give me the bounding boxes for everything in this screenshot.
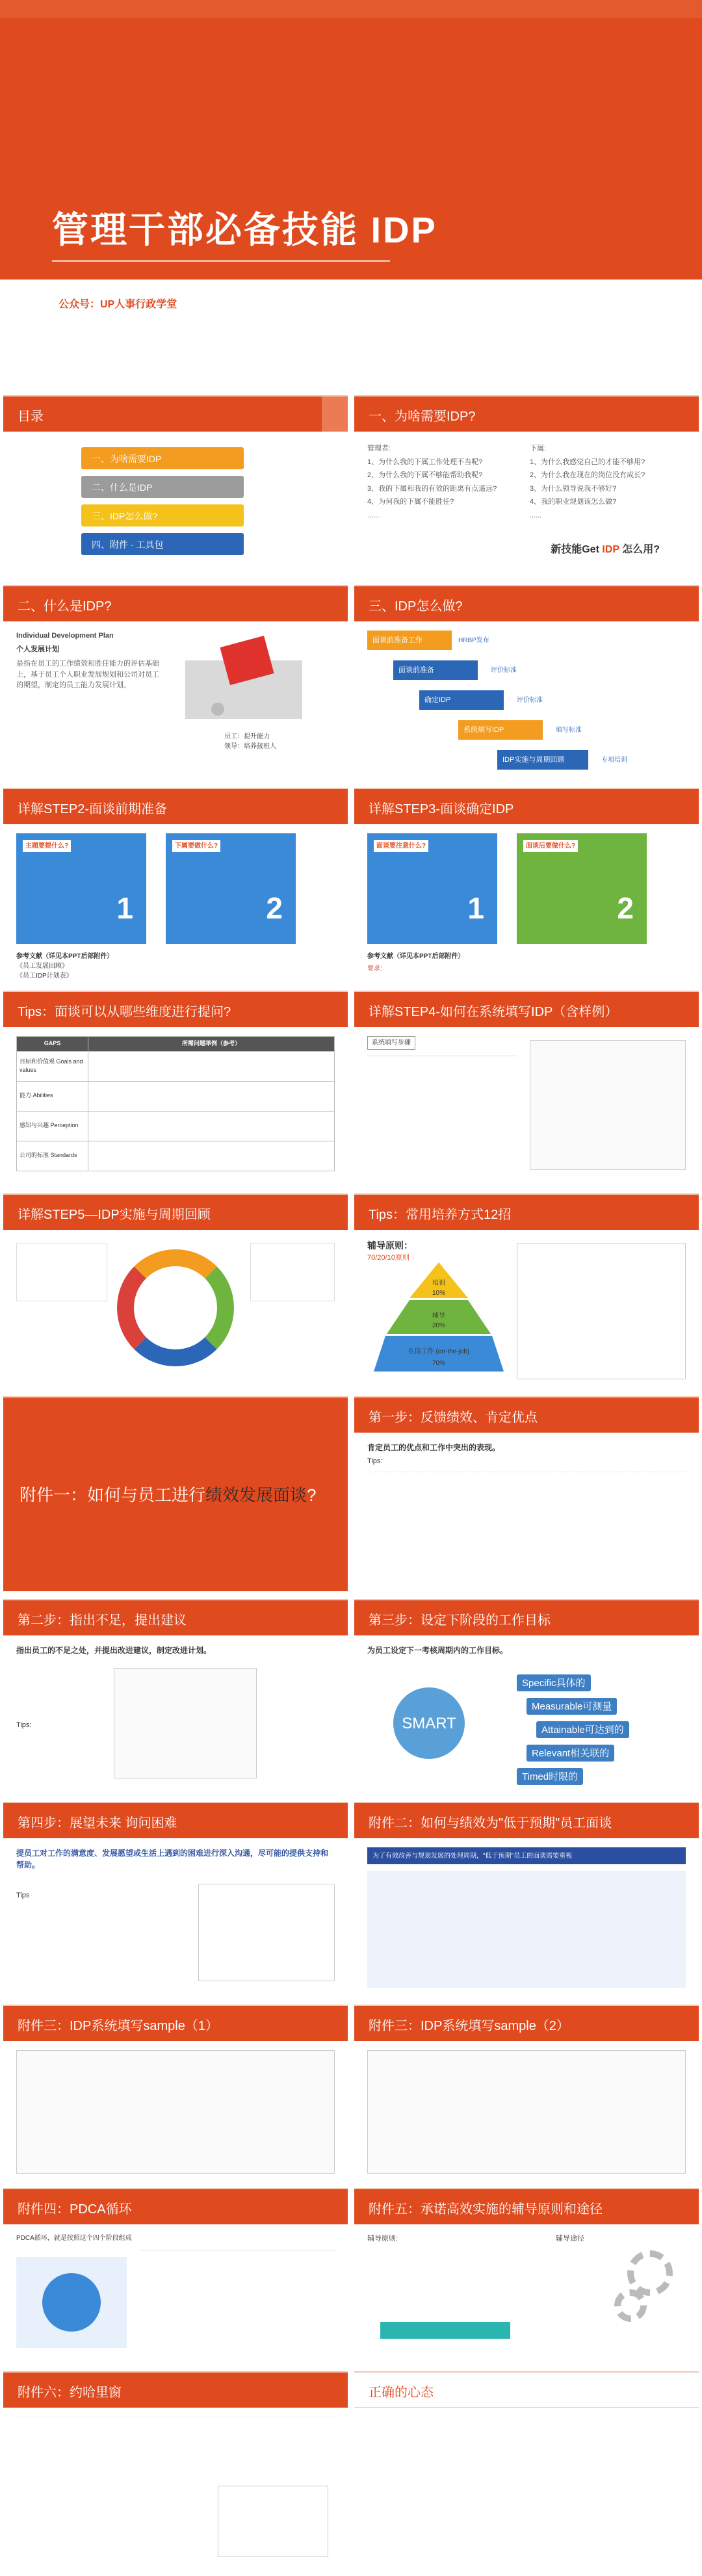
slide-title-text: 第二步：指出不足，提出建议 (18, 1613, 187, 1628)
head-tail (322, 397, 348, 432)
slide-title (354, 397, 699, 432)
methods-table (517, 1243, 686, 1379)
slide-why (354, 395, 699, 577)
step4-body (354, 1027, 699, 1059)
list-item: 1、为什么我感觉自己的才能不够用? (530, 458, 645, 466)
step4-text-block (367, 1056, 517, 1173)
slide-title (3, 397, 348, 432)
pdca-wheel (42, 2273, 101, 2332)
smart-circle: SMART (393, 1687, 465, 1759)
slide-title (354, 992, 699, 1027)
notes-title: 要求: (367, 965, 382, 972)
toc-list (3, 432, 348, 564)
cover-slide (0, 0, 702, 390)
slide-title (354, 1803, 699, 1838)
box-title: 面谈要注意什么? (374, 840, 428, 852)
smart-tag: Timed时限的 (517, 1768, 583, 1785)
smart-tag: Measurable可测量 (526, 1698, 617, 1715)
ref-title: 参考文献（详见本PPT后部附件） (16, 953, 114, 960)
slide-title (3, 2189, 348, 2224)
table-row (17, 1051, 335, 1081)
step-label: 面谈前准备 (398, 666, 434, 674)
slide-title (3, 2373, 348, 2408)
future-body (3, 1838, 348, 1910)
table-cell (88, 1051, 335, 1081)
slide-title-text: 附件三：IDP系统填写sample（2） (369, 2019, 569, 2033)
slide-title-text: 附件四：PDCA循环 (18, 2202, 132, 2217)
table-cell: 目标和价值观 Goals and values (17, 1051, 88, 1081)
layer-label: 在岗工作 (on-the-job) (408, 1348, 470, 1355)
step-5 (497, 750, 588, 770)
logo-post: 怎么用? (622, 544, 660, 555)
cover-divider (52, 260, 390, 262)
step-note: 填写标准 (556, 727, 582, 734)
principle-bar (380, 2322, 510, 2339)
slide-title (3, 992, 348, 1027)
slide-title (3, 1600, 348, 1635)
table-header (17, 1037, 335, 1052)
slide-appx5 (354, 2188, 699, 2363)
step-4 (458, 720, 543, 740)
note-box-right (250, 1243, 335, 1301)
board-illustration (114, 1668, 257, 1778)
slide-title-text: 详解STEP3-面谈确定IDP (369, 802, 514, 816)
lead-text: 提员工对工作的满意度、发展愿望或生活上遇到的困难进行深入沟通，尽可能的提供支持和帮助。 (16, 1849, 329, 1869)
smart-tag: Attainable可达到的 (536, 1721, 629, 1738)
sample-form (16, 2050, 335, 2174)
cover-stripe (0, 0, 702, 18)
slide-title-text: 三、IDP怎么做? (369, 599, 463, 614)
advice-body (3, 1635, 348, 1729)
appendix-1-title (20, 1482, 317, 1506)
column-header: 所需问题举例（参考） (88, 1037, 335, 1052)
slide-title-text: 目录 (18, 410, 44, 424)
list-item: ...... (530, 511, 542, 519)
why-body (354, 432, 699, 555)
table-cell (88, 1081, 335, 1111)
idp-description: 是指在员工的工作绩效和胜任能力的评估基础上，基于员工个人职业发展规划和公司对员工的期望，制定的员工能力发展计划。 (16, 660, 159, 689)
slide-appx3b (354, 2005, 699, 2180)
appx6-body (3, 2408, 348, 2426)
slide-title (354, 1600, 699, 1635)
step2-body (3, 824, 348, 980)
list-item: 1、为什么我的下属工作处理不当呢? (367, 458, 483, 466)
slide-mindset (354, 2371, 699, 2573)
slide-appx3a (3, 2005, 348, 2180)
table-cell: 感知与兴趣 Perception (17, 1111, 88, 1141)
pyramid-chart (374, 1262, 504, 1373)
ref-item: 《员工IDP计划表》 (16, 972, 73, 980)
subordinate-questions (530, 441, 686, 523)
slide-appx1 (3, 1396, 348, 1591)
slide-title (354, 1398, 699, 1433)
gear-icon (627, 2250, 673, 2296)
box-number: 1 (467, 891, 484, 925)
table-row (17, 1081, 335, 1111)
smart-tag: Specific具体的 (517, 1674, 591, 1691)
slide-title (354, 2006, 699, 2041)
slide-tips2 (354, 1193, 699, 1388)
list-item: 4、我的职业规划该怎么做? (530, 498, 617, 506)
idp-chinese: 个人发展计划 (16, 645, 59, 653)
mindset-text (367, 2417, 686, 2566)
lead-text: 指出员工的不足之处，并提出改进建议，制定改进计划。 (16, 1646, 212, 1655)
principle-label: 辅导原则: (367, 2235, 398, 2243)
figure-head (211, 703, 224, 716)
list-item: 2、为什么我的下属不够能帮助我呢? (367, 471, 483, 479)
box-number: 2 (617, 891, 634, 925)
slide-title-text: 第三步：设定下阶段的工作目标 (369, 1613, 551, 1628)
slide-step4 (354, 991, 699, 1186)
layer-pct: 10% (432, 1290, 446, 1297)
box-1 (16, 833, 146, 944)
how-body (354, 621, 699, 764)
layer-label: 辅导 (432, 1312, 445, 1320)
toc-item-4[interactable]: 四、附件 · 工具包 (81, 533, 244, 555)
step-label: 系统填写IDP (463, 726, 504, 734)
slide-title (3, 789, 348, 824)
list-item: 3、我的下属和我的有效的距离有点遥远? (367, 484, 497, 493)
toc-item-2[interactable]: 二、什么是IDP (81, 476, 244, 498)
slide-title-text: 第四步：展望未来 询问困难 (18, 1816, 177, 1830)
slide-title-text: 附件六：约哈里窗 (18, 2386, 122, 2400)
tips2-body (354, 1230, 699, 1367)
table-row (17, 1141, 335, 1171)
table-cell: 能力 Abilities (17, 1081, 88, 1111)
step-label: IDP实施与周期回顾 (502, 756, 565, 764)
tips1-body (3, 1027, 348, 1159)
ref-title: 参考文献（详见本PPT后部附件） (367, 953, 465, 960)
step-note: 评价标准 (491, 667, 517, 674)
slide-title-text: 详解STEP5—IDP实施与周期回顾 (18, 1208, 211, 1222)
step-1 (367, 631, 452, 650)
box-1 (367, 833, 497, 944)
step3-body (354, 824, 699, 972)
tips-label: Tips (16, 1892, 30, 1899)
pdca-diagram (16, 2257, 127, 2348)
sample-form (367, 2050, 686, 2174)
slide-step3 (354, 788, 699, 983)
principle-label: 辅导原则： (367, 1240, 413, 1251)
step-2 (393, 660, 478, 680)
slide-how (354, 585, 699, 780)
box-title: 主题要提什么? (23, 840, 71, 852)
layer-pct: 20% (432, 1322, 446, 1329)
slide-title-text: 附件三：IDP系统填写sample（1） (18, 2019, 218, 2033)
appx2-body (354, 1838, 699, 1860)
step4-subtitle: 系统填写步骤 (367, 1036, 415, 1050)
toc-item-1[interactable]: 一、为啥需要IDP (81, 447, 244, 469)
caption: 员工：提升能力 (224, 733, 270, 740)
what-captions (224, 732, 276, 751)
appx3a-body (3, 2041, 348, 2059)
slide-appx2 (354, 1802, 699, 1997)
slide-what (3, 585, 348, 780)
slide-title (354, 2189, 699, 2224)
step2-refs (16, 952, 113, 981)
logo-pre: 新技能Get (551, 544, 599, 555)
what-body (3, 621, 348, 750)
cycle-diagram (117, 1249, 234, 1366)
appx3b-body (354, 2041, 699, 2059)
slide-appx6 (3, 2371, 348, 2573)
slide-appx4 (3, 2188, 348, 2363)
table-cell (88, 1141, 335, 1171)
box-number: 2 (266, 891, 283, 925)
box-title: 下属要做什么? (172, 840, 220, 852)
system-screenshot (530, 1040, 686, 1170)
slide-title-text: Tips：常用培养方式12招 (369, 1208, 512, 1222)
feedback-notes (367, 1472, 686, 1582)
appx2-content (367, 1871, 686, 1988)
johari-window (218, 2486, 328, 2557)
slide-future (3, 1802, 348, 1997)
box-number: 1 (116, 891, 133, 925)
slide-title-text: Tips：面谈可以从哪些维度进行提问? (18, 1005, 231, 1019)
title-part: 附件一：如何与员工进行 (20, 1485, 206, 1505)
pdca-text (140, 2250, 335, 2361)
note-box-left (16, 1243, 107, 1301)
slide-title (3, 1803, 348, 1838)
appx4-body (3, 2224, 348, 2252)
puzzle-illustration (172, 628, 315, 725)
cover-banner (0, 0, 702, 280)
slide-advice (3, 1599, 348, 1794)
slide-title-text: 一、为啥需要IDP? (369, 410, 476, 424)
slide-title-text: 第一步：反馈绩效、肯定优点 (369, 1411, 538, 1425)
table-cell (88, 1111, 335, 1141)
slide-title-text: 附件五：承诺高效实施的辅导原则和途径 (369, 2202, 603, 2217)
lead-text: 为员工设定下一考核周期内的工作目标。 (367, 1646, 508, 1655)
title-part: ? (307, 1485, 317, 1505)
slide-title (354, 1195, 699, 1230)
box-title: 面谈后要做什么? (523, 840, 578, 852)
slide-title-text: 详解STEP2-面谈前期准备 (18, 802, 168, 816)
path-label: 辅导途径 (556, 2235, 584, 2243)
box-2 (166, 833, 296, 944)
subordinate-label: 下属: (530, 445, 547, 452)
step-note: HRBP发布 (458, 637, 489, 644)
caption: 领导：培养接班人 (224, 743, 276, 750)
mindset-body (354, 2408, 699, 2426)
gaps-table (16, 1036, 335, 1171)
cover-title: 管理干部必备技能 IDP (52, 209, 437, 250)
performance-grid (198, 1884, 335, 1981)
step3-refs (367, 952, 464, 974)
lead-text: PDCA循环，就是按照这个四个阶段组成 (16, 2235, 132, 2242)
feedback-body (354, 1433, 699, 1476)
lead-text: 肯定员工的优点和工作中突出的表现。 (367, 1443, 500, 1452)
manager-label: 管理者: (367, 445, 391, 452)
list-item: 4、为何我的下属不能胜任? (367, 498, 454, 506)
appx5-body (354, 2224, 699, 2254)
toc-item-3[interactable]: 三、IDP怎么做? (81, 504, 244, 527)
slide-title (3, 1195, 348, 1230)
idp-english: Individual Development Plan (16, 632, 114, 640)
list-item: ...... (367, 511, 380, 519)
box-2 (517, 833, 647, 944)
slide-title (354, 789, 699, 824)
title-highlight: 绩效发展面谈 (205, 1485, 307, 1505)
step-3 (419, 690, 504, 710)
slide-tips1 (3, 991, 348, 1186)
tips-label: Tips: (367, 1457, 383, 1465)
table-row (17, 1111, 335, 1141)
slide-step2 (3, 788, 348, 983)
step-label: 确定IDP (424, 696, 451, 704)
layer-label: 培训 (432, 1280, 445, 1287)
smart-tag: Relevant相关联的 (526, 1745, 614, 1762)
slide-goal (354, 1599, 699, 1794)
table-cell: 公司的标准 Standards (17, 1141, 88, 1171)
manager-questions (367, 441, 517, 523)
ref-item: 《员工发展回顾》 (16, 963, 68, 970)
slide-title (354, 586, 699, 621)
step-label: 面谈前准备工作 (372, 636, 422, 644)
slide-title (3, 586, 348, 621)
slide-title-text: 详解STEP4-如何在系统填写IDP（含样例） (369, 1005, 618, 1019)
list-item: 3、为什么领导说我不够好? (530, 484, 617, 493)
slide-title (3, 2006, 348, 2041)
cover-subtitle: 公众号：UP人事行政学堂 (58, 299, 177, 310)
slide-toc (3, 395, 348, 577)
tips-label: Tips: (16, 1721, 32, 1729)
slide-title (354, 2373, 699, 2408)
gear-icon (614, 2289, 647, 2322)
highlight-bar: 为了有效改善与规划发展的处理周期，"低于预期"员工的面谈需要重视 (367, 1847, 686, 1864)
ratio-label: 70/20/10原则 (367, 1254, 410, 1262)
slide-step5 (3, 1193, 348, 1388)
layer-pct: 70% (432, 1360, 446, 1367)
step-note: 专项培训 (601, 757, 627, 764)
slide-title-text: 二、什么是IDP? (18, 599, 112, 614)
slide-title-text: 附件二：如何与绩效为"低于预期"员工面谈 (369, 1816, 612, 1830)
slide-title-text: 正确的心态 (369, 2386, 434, 2400)
column-header: GAPS (17, 1037, 88, 1052)
step-note: 评价标准 (517, 697, 543, 704)
slide-feedback (354, 1396, 699, 1591)
logo-mid: IDP (602, 544, 619, 555)
list-item: 2、为什么我在现在的岗位没有成长? (530, 471, 645, 479)
step5-body (3, 1230, 348, 1248)
goal-body (354, 1635, 699, 1782)
